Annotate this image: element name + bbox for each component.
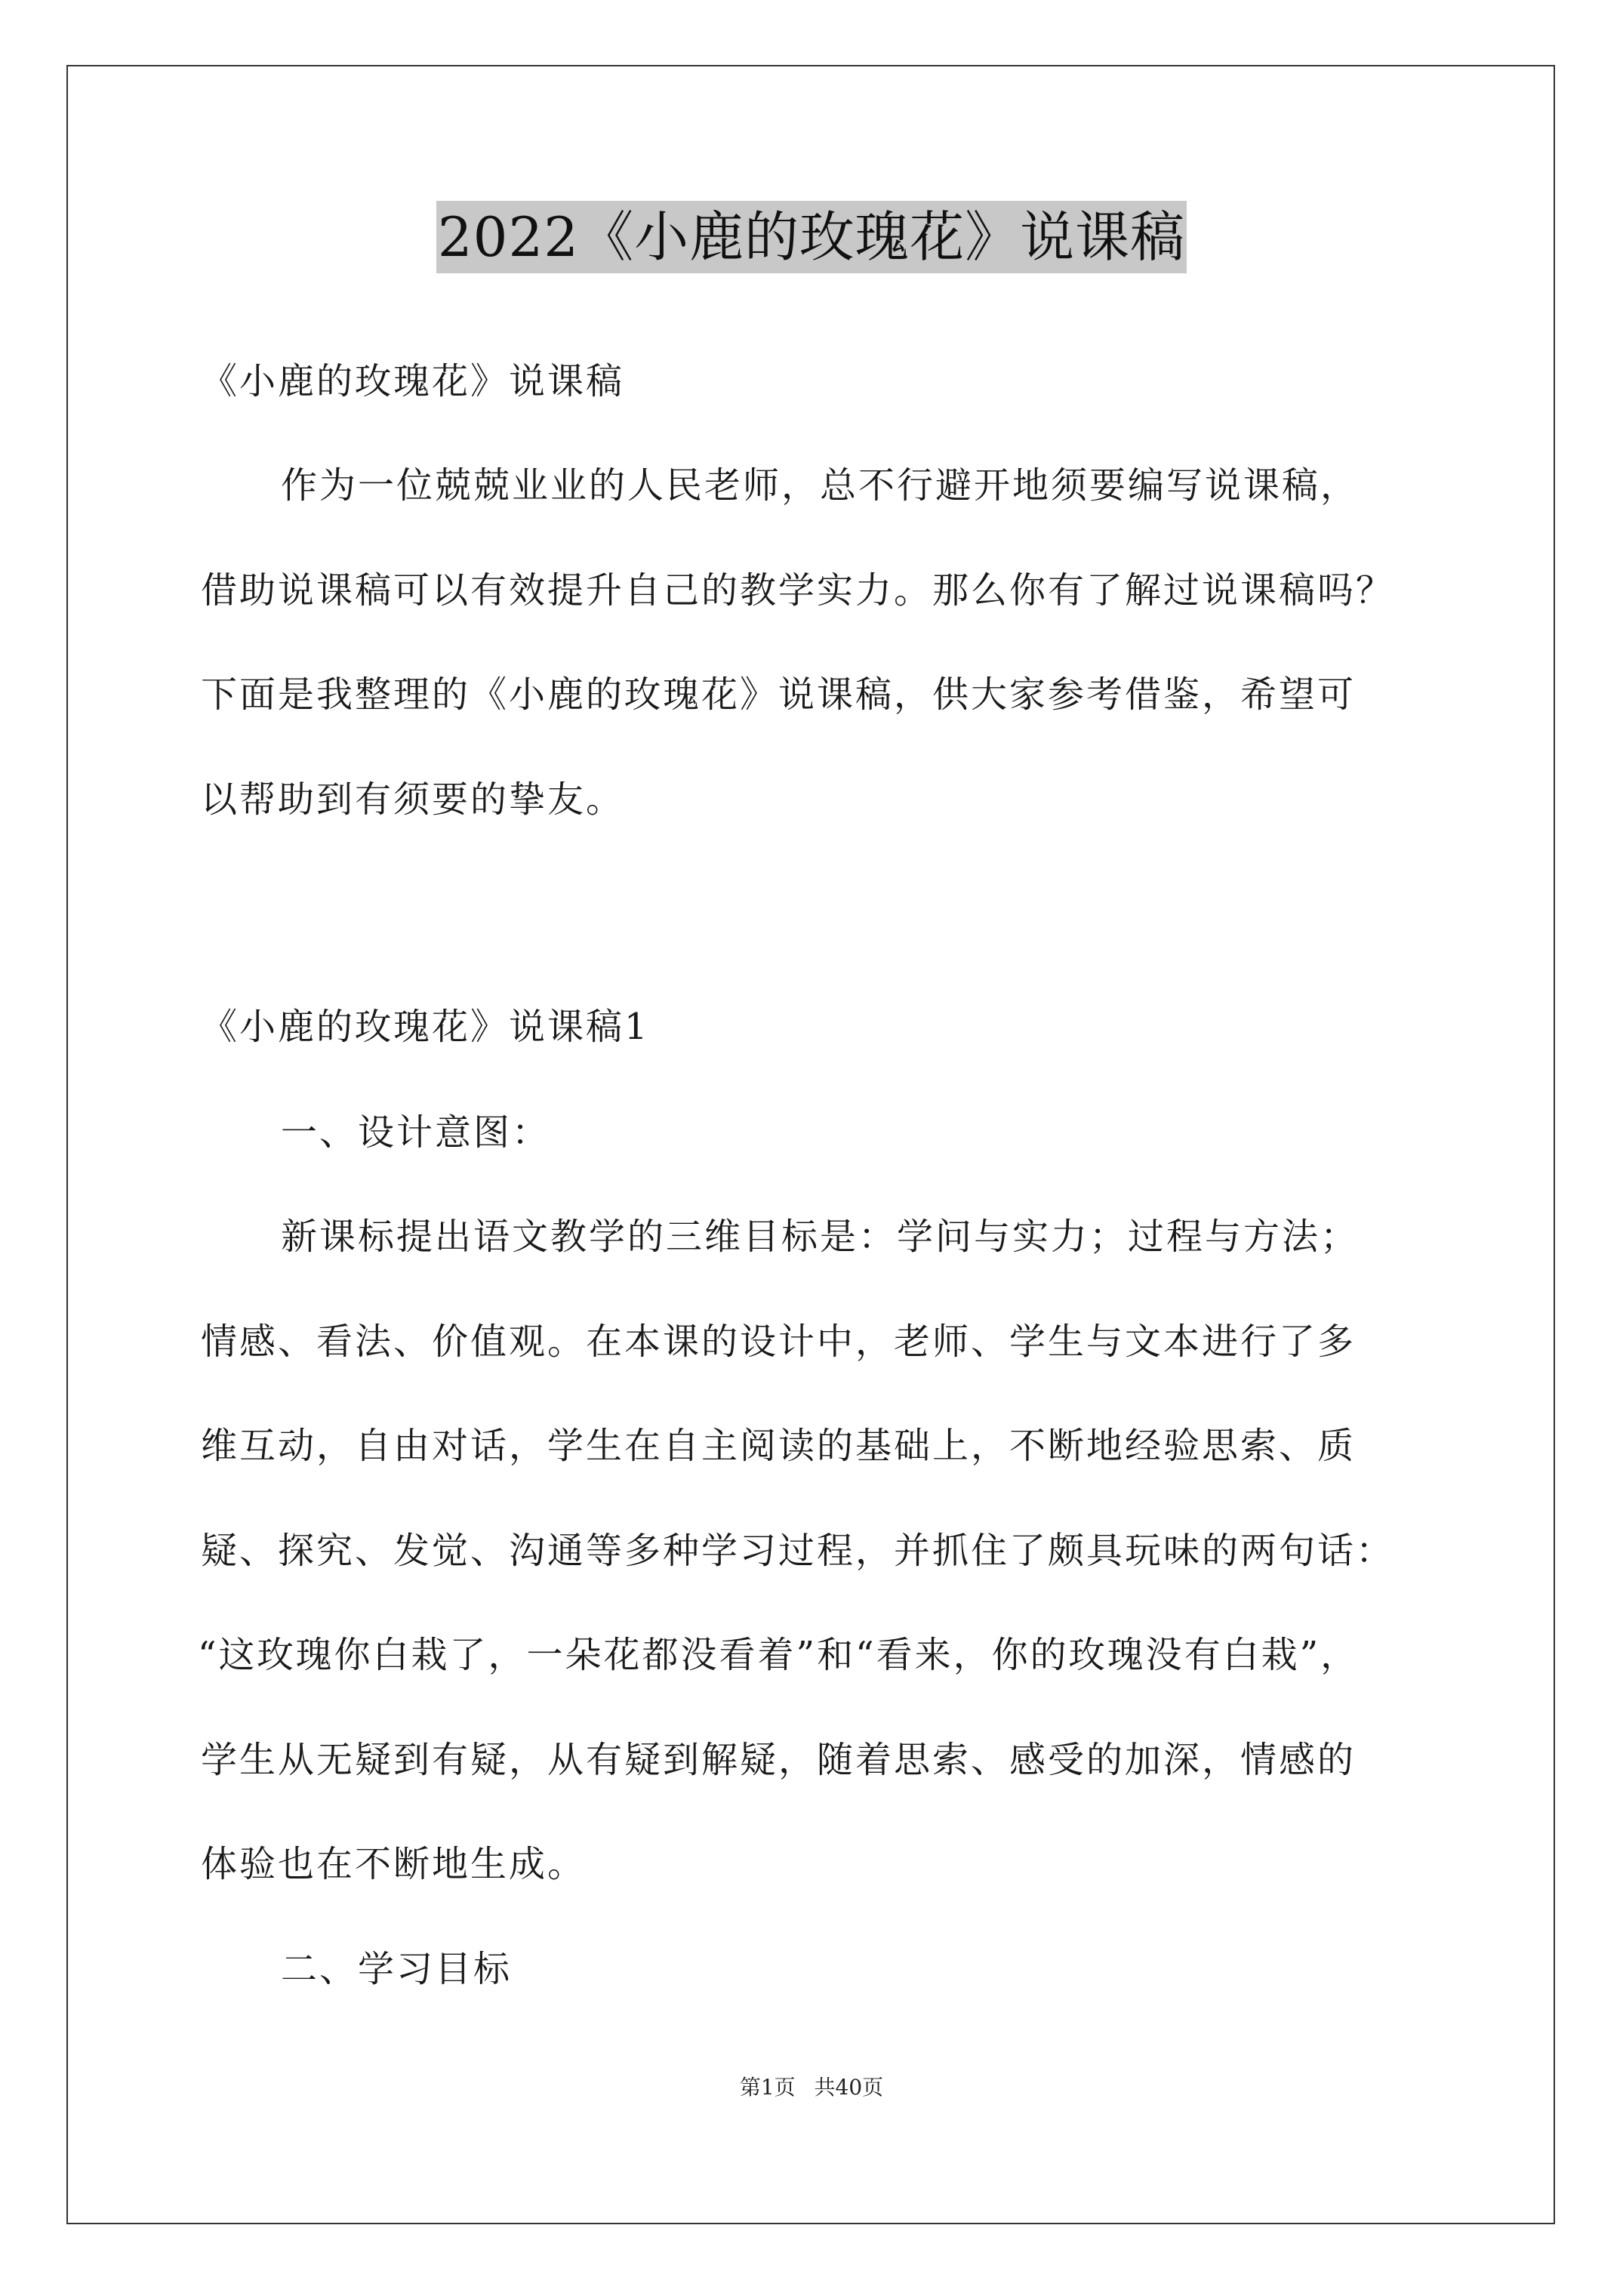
subtitle: 《小鹿的玫瑰花》说课稿 [201,360,625,402]
section-title: 《小鹿的玫瑰花》说课稿1 [201,1006,650,1048]
body-line-1: 新课标提出语文教学的三维目标是：学问与实力；过程与方法； [281,1216,1360,1258]
body-line-7: 体验也在不断地生成。 [201,1843,587,1885]
title-container [0,201,1623,273]
heading-learning-goals: 二、学习目标 [281,1948,513,1990]
page-footer [0,2073,1623,2103]
intro-line-3: 下面是我整理的《小鹿的玫瑰花》说课稿，供大家参考借鉴，希望可 [201,673,1357,716]
intro-line-1: 作为一位兢兢业业的人民老师，总不行避开地须要编写说课稿， [281,464,1360,507]
page-total: 共40页 [814,2075,884,2100]
body-line-4: 疑、探究、发觉、沟通等多种学习过程，并抓住了颇具玩味的两句话： [201,1530,1395,1572]
intro-line-4: 以帮助到有须要的挚友。 [201,778,625,821]
document-title: 2022《小鹿的玫瑰花》说课稿 [436,201,1187,273]
page-number: 第1页 [739,2075,796,2100]
intro-line-2: 借助说课稿可以有效提升自己的教学实力。那么你有了解过说课稿吗？ [201,569,1395,612]
body-line-3: 维互动，自由对话，学生在自主阅读的基础上，不断地经验思索、质 [201,1425,1357,1467]
body-line-6: 学生从无疑到有疑，从有疑到解疑，随着思索、感受的加深，情感的 [201,1739,1357,1781]
heading-design-intent: 一、设计意图： [281,1111,551,1154]
body-line-2: 情感、看法、价值观。在本课的设计中，老师、学生与文本进行了多 [201,1321,1357,1363]
body-line-5: “这玫瑰你白栽了，一朵花都没看着”和“看来，你的玫瑰没有白栽”， [198,1634,1360,1676]
